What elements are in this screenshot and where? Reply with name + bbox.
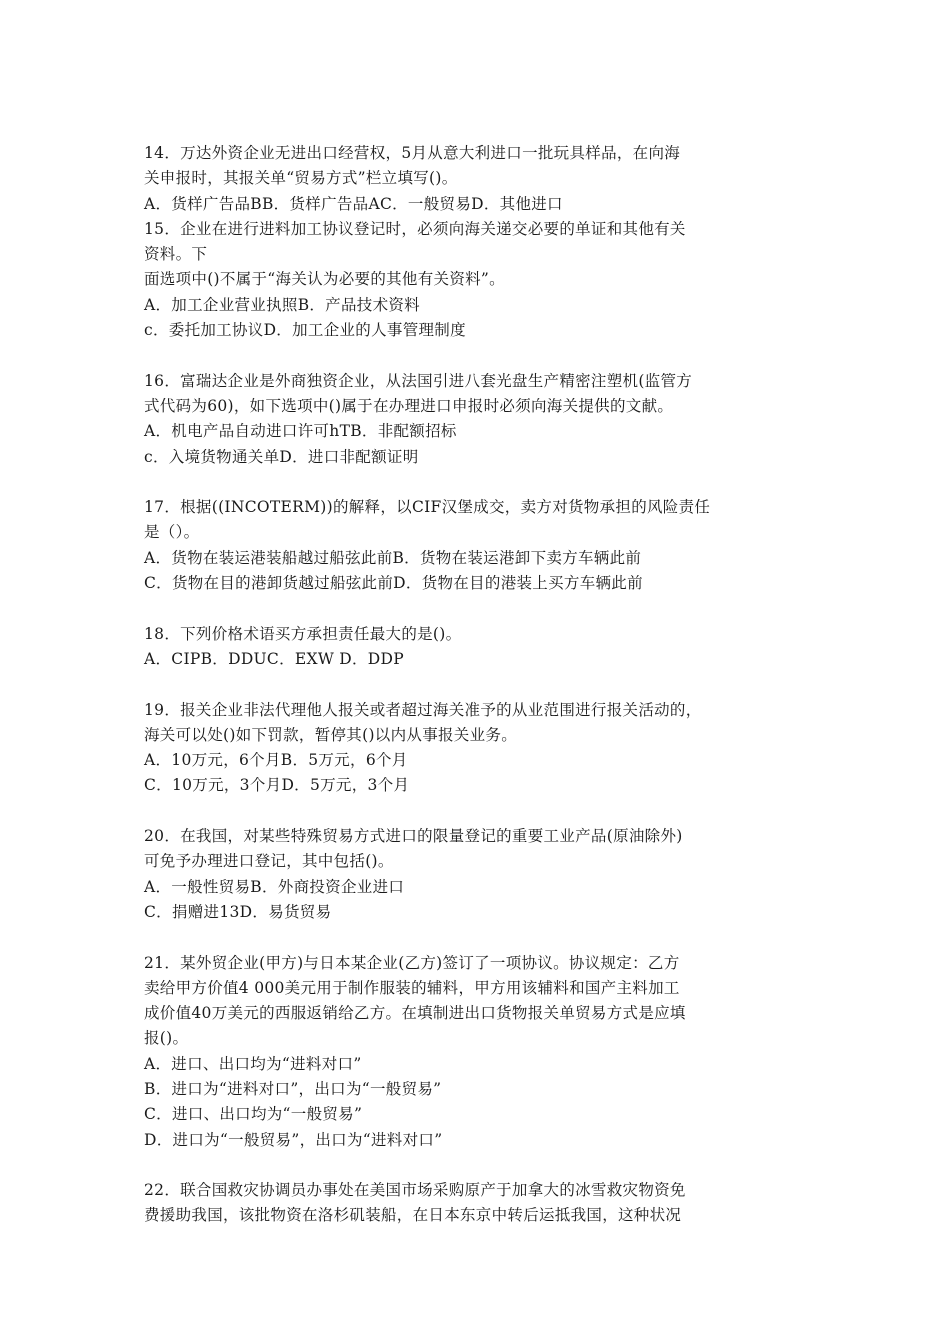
paragraph-gap <box>144 925 809 950</box>
question-21-stem-line-1: 21．某外贸企业(甲方)与日本某企业(乙方)签订了一项协议。协议规定：乙方 <box>144 953 680 972</box>
paragraph-gap <box>144 470 809 495</box>
question-16-stem-line-1: 16．富瑞达企业是外商独资企业，从法国引进八套光盘生产精密注塑机(监管方 <box>144 371 693 390</box>
question-21-stem-line-3: 成价值40万美元的西服返销给乙方。在填制进出口货物报关单贸易方式是应填 <box>144 1004 686 1023</box>
question-17-options-line-1: A．货物在装运港装船越过船弦此前B．货物在装运港卸下卖方车辆此前 <box>144 548 642 567</box>
question-18-stem-line-1: 18．下列价格术语买方承担责任最大的是()。 <box>144 624 462 643</box>
question-15-options-line-1: A．加工企业营业执照B．产品技术资料 <box>144 295 420 314</box>
question-16-stem-line-2: 式代码为60)，如下选项中()属于在办理进口申报时必须向海关提供的文献。 <box>144 396 674 415</box>
question-16-options-line-2: c．入境货物通关单D．进口非配额证明 <box>144 447 419 466</box>
question-15 <box>144 217 809 343</box>
question-17 <box>144 495 809 596</box>
question-20-stem-line-1: 20．在我国，对某些特殊贸易方式进口的限量登记的重要工业产品(原油除外) <box>144 827 683 846</box>
question-21-option-a: A．进口、出口均为“进料对口” <box>144 1054 362 1073</box>
question-18 <box>144 622 809 673</box>
question-21-option-c: C．进口、出口均为“一般贸易” <box>144 1105 363 1124</box>
question-21-stem-line-2: 卖给甲方价值4 000美元用于制作服装的辅料，甲方用该辅料和国产主料加工 <box>144 978 680 997</box>
question-15-options-line-2: c．委托加工协议D．加工企业的人事管理制度 <box>144 321 466 340</box>
question-16-options-line-1: A．机电产品自动进口许可hTB．非配额招标 <box>144 422 457 441</box>
question-14-stem-line-2: 关申报时，其报关单“贸易方式”栏立填写()。 <box>144 169 458 188</box>
exam-question-list <box>144 141 809 1229</box>
paragraph-gap <box>144 1153 809 1178</box>
question-21-stem-line-4: 报()。 <box>144 1029 189 1048</box>
question-19-options-line-2: C．10万元，3个月D．5万元，3个月 <box>144 776 410 795</box>
question-19-stem-line-1: 19．报关企业非法代理他人报关或者超过海关准予的从业范围进行报关活动的， <box>144 700 702 719</box>
paragraph-gap <box>144 343 809 368</box>
question-15-stem-line-2: 资料。下 <box>144 245 208 264</box>
question-21-option-b: B．进口为“进料对口”，出口为“一般贸易” <box>144 1079 442 1098</box>
question-20-options-line-1: A．一般性贸易B．外商投资企业进口 <box>144 877 405 896</box>
question-21 <box>144 951 809 1153</box>
question-17-stem-line-2: 是（）。 <box>144 523 200 542</box>
question-17-stem-line-1: 17．根据((INCOTERM))的解释，以CIF汉堡成交，卖方对货物承担的风险责任 <box>144 498 711 517</box>
paragraph-gap <box>144 596 809 621</box>
question-14-stem-line-1: 14．万达外资企业无进出口经营权，5月从意大利进口一批玩具样品，在向海 <box>144 144 681 162</box>
question-14-options: A．货样广告品BB．货样广告品AC．一般贸易D．其他进口 <box>144 194 563 213</box>
question-16 <box>144 369 809 470</box>
question-22 <box>144 1178 809 1229</box>
question-15-stem-line-3: 面选项中()不属于“海关认为必要的其他有关资料”。 <box>144 270 505 289</box>
question-17-options-line-2: C．货物在目的港卸货越过船弦此前D．货物在目的港装上买方车辆此前 <box>144 574 643 593</box>
question-18-options: A．CIPB．DDUC．EXW D．DDP <box>144 649 404 668</box>
question-19 <box>144 698 809 799</box>
question-14 <box>144 141 809 217</box>
question-15-stem-line-1: 15．企业在进行进料加工协议登记时，必须向海关递交必要的单证和其他有关 <box>144 219 686 238</box>
question-20-stem-line-2: 可免予办理进口登记，其中包括()。 <box>144 852 394 871</box>
paragraph-gap <box>144 799 809 824</box>
question-21-option-d: D．进口为“一般贸易”，出口为“进料对口” <box>144 1130 443 1149</box>
question-20 <box>144 824 809 925</box>
question-22-stem-line-2: 费援助我国，该批物资在洛杉矶装船，在日本东京中转后运抵我国，这种状况 <box>144 1206 682 1225</box>
paragraph-gap <box>144 672 809 697</box>
question-19-stem-line-2: 海关可以处()如下罚款，暂停其()以内从事报关业务。 <box>144 725 517 744</box>
question-19-options-line-1: A．10万元，6个月B．5万元，6个月 <box>144 751 408 770</box>
question-22-stem-line-1: 22．联合国救灾协调员办事处在美国市场采购原产于加拿大的冰雪救灾物资免 <box>144 1181 686 1200</box>
question-20-options-line-2: C．捐赠进13D．易货贸易 <box>144 902 332 921</box>
